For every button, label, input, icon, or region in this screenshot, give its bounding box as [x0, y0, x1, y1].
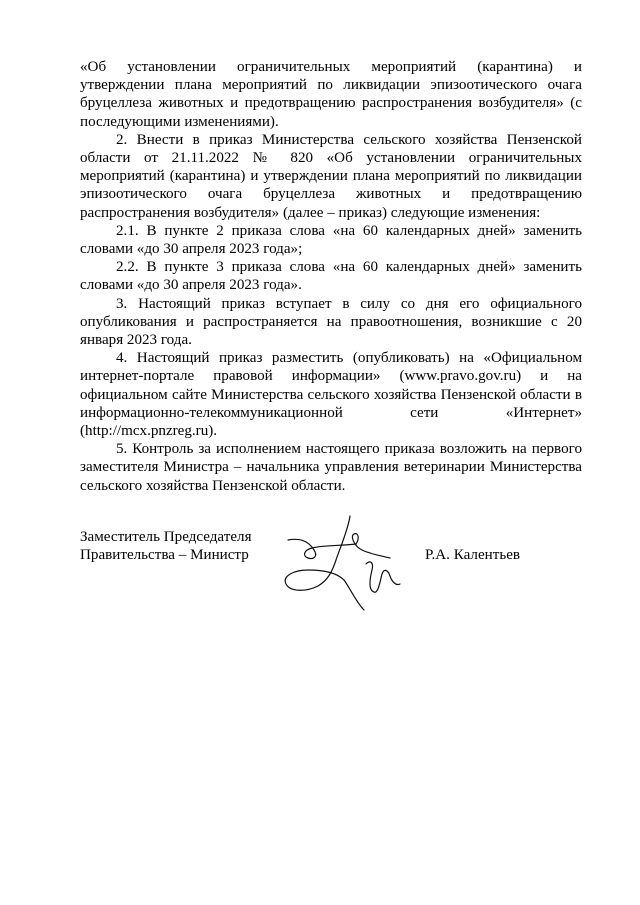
- paragraph-item-2-1: 2.1. В пункте 2 приказа слова «на 60 календарных дней» заменить словами «до 30 апреля 2023 года»;: [80, 222, 582, 258]
- paragraph-item-5: 5. Контроль за исполнением настоящего приказа возложить на первого заместителя Министра – начальника управления ветеринарии Министерства сельского хозяйства Пензенской области.: [80, 441, 582, 494]
- signatory-title-line-2: Правительства – Министр: [80, 547, 249, 564]
- signatory-name: Р.А. Калентьев: [425, 547, 521, 563]
- paragraph-item-4: 4. Настоящий приказ разместить (опубликовать) на «Официальном интернет-портале правовой информации» (www.pravo.gov.ru) и на официальном сайте Министерства сельского хозяйства Пензенской области в информационно-телекоммуникационной сети «Интернет» (http://mcx.pnzreg.ru).: [80, 350, 582, 440]
- signatory-title: [80, 528, 252, 564]
- paragraph-item-2-2: 2.2. В пункте 3 приказа слова «на 60 календарных дней» заменить словами «до 30 апреля 2023 года».: [80, 259, 582, 294]
- signatory-title-line-1: Заместитель Председателя: [80, 529, 252, 545]
- paragraph-item-2: 2. Внести в приказ Министерства сельского хозяйства Пензенской области от 21.11.2022 № 820 «Об установлении ограничительных мероприятий (карантина) и утверждении плана мероприятий по ликвидации эпизоотического очага бруцеллеза животных и предотвращению распространения возбудителя» (далее – приказ) следующие изменения:: [80, 131, 582, 221]
- document-body: [80, 58, 582, 495]
- signature-block: [80, 528, 582, 628]
- paragraph-intro-continuation: «Об установлении ограничительных мероприятий (карантина) и утверждении плана мероприятий по ликвидации эпизоотического очага бруцеллеза животных и предотвращению распространения возбудителя» (с последующими изменениями).: [80, 59, 582, 130]
- handwritten-signature: [278, 510, 418, 625]
- paragraph-item-3: 3. Настоящий приказ вступает в силу со дня его официального опубликования и распространяется на правоотношения, возникшие с 20 января 2023 года.: [80, 295, 582, 349]
